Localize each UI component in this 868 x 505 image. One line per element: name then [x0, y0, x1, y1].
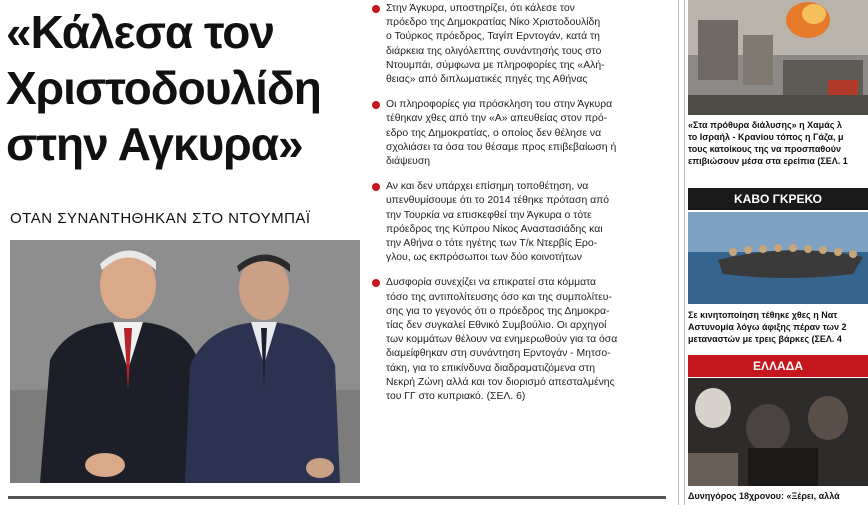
text-line: διάψευση	[386, 156, 431, 168]
caption-line: τους κατοίκους της να προσπαθούν	[688, 144, 841, 154]
sidebar-photo-greece	[688, 378, 868, 486]
photo-two-men-illustration	[10, 240, 360, 483]
section-header-cavo-greco: ΚΑΒΟ ΓΚΡΕΚΟ	[688, 188, 868, 210]
crowd-scene-illustration	[688, 378, 868, 486]
text-line: υπενθυμίσουμε ότι το 2014 τέθηκε πρόταση από	[386, 195, 610, 207]
headline-line: στην Αγκυρα»	[6, 118, 303, 170]
column-divider	[684, 0, 685, 505]
section-header-greece: ΕΛΛΑΔΑ	[688, 355, 868, 377]
paragraph	[372, 98, 662, 169]
text-line: Ντουμπάι, σύμφωνα με πληροφορίες της «Αλή-	[386, 59, 605, 71]
text-line: τόσο της αντιπολίτευσης όσο και της συμπολίτευ-	[386, 291, 612, 303]
text-line: Στην Άγκυρα, υποστηρίζει, ότι κάλεσε τον	[386, 3, 575, 14]
text-line: πρόεδρο της Δημοκρατίας Νίκο Χριστοδουλίδη	[386, 17, 601, 29]
text-line: Δυσφορία συνεχίζει να επικρατεί στα κόμματα	[386, 277, 597, 289]
text-line: τέθηκαν χθες από την «Α» απευθείας στον πρό-	[386, 113, 608, 125]
sidebar	[688, 0, 868, 505]
text-line: Αν και δεν υπάρχει επίσημη τοποθέτηση, να	[386, 181, 589, 193]
article-body	[372, 2, 662, 415]
caption-line: Δυνηγόρος 18χρονου: «Ξέρει, αλλά	[688, 491, 840, 501]
paragraph	[372, 180, 662, 265]
boat-scene-illustration	[688, 212, 868, 304]
caption-line: Αστυνομία λόγω άφιξης πέραν των 2	[688, 322, 847, 332]
sidebar-caption-2	[688, 309, 868, 345]
red-bullet-icon	[372, 279, 380, 287]
headline-line: Χριστοδουλίδη	[6, 62, 321, 114]
sidebar-caption-3	[688, 490, 868, 502]
text-line: πρόεδρος της Κύπρου Νίκος Αναστασιάδης και	[386, 223, 603, 235]
caption-line: μεταναστών με τρεις βάρκες (ΣΕΛ. 4	[688, 334, 842, 344]
column-divider	[678, 0, 679, 505]
text-line: Νεκρή Ζώνη αλλά και τον διορισμό απεσταλμένης	[386, 376, 615, 388]
text-line: την Αθήνα ο τότε ηγέτης των Τ/κ Ντερβίς Ερο-	[386, 238, 598, 250]
red-bullet-icon	[372, 183, 380, 191]
text-line: γλου, ως εκπρόσωποι των δύο κοινοτήτων	[386, 252, 582, 264]
text-line: του ΓΓ στο κυπριακό. (ΣΕΛ. 6)	[386, 391, 526, 403]
red-bullet-icon	[372, 101, 380, 109]
paragraph	[372, 276, 662, 404]
text-line: εδρο της Δημοκρατίας, ο οποίος δεν θέλησε να	[386, 127, 602, 139]
text-line: τάκη, για το επικίνδυνα διαδραματιζόμενα στη	[386, 362, 595, 374]
caption-line: Σε κινητοποίηση τέθηκε χθες η Νατ	[688, 310, 838, 320]
text-line: τίας δεν συγκαλεί Εθνικό Συμβούλιο. Οι αρχηγοί	[386, 320, 607, 332]
caption-line: «Στα πρόθυρα διάλυσης» η Χαμάς λ	[688, 120, 842, 130]
caption-line: επιβιώσουν μέσα στα ερείπια (ΣΕΛ. 1	[688, 156, 848, 166]
text-line: Οι πληροφορίες για πρόσκληση του στην Άγκυρα	[386, 99, 613, 111]
sidebar-photo-gaza	[688, 0, 868, 115]
kicker: ΟΤΑΝ ΣΥΝΑΝΤΗΘΗΚΑΝ ΣΤΟ ΝΤΟΥΜΠΑΪ	[10, 210, 311, 227]
bottom-rule	[8, 496, 666, 499]
text-line: ο Τούρκος πρόεδρος, Ταγίπ Ερντογάν, κατά τη	[386, 31, 600, 43]
article-photo	[10, 240, 360, 483]
text-line: των κομμάτων θέλουν να ενημερωθούν για τα όσα	[386, 334, 618, 346]
text-line: διαμείφθηκαν στη συνάντηση Ερντογάν - Μητσο-	[386, 348, 611, 360]
text-line: θειας» από διπλωματικές πηγές της Αθήνας	[386, 74, 588, 86]
text-line: σχολιάσει τα όσα του θέσαμε προς επιβεβαίωση ή	[386, 141, 617, 153]
text-line: την Τουρκία να επισκεφθεί την Άγκυρα ο τότε	[386, 209, 592, 221]
text-line: διάρκεια της ολιγόλεπτης συνάντησής τους στο	[386, 45, 602, 57]
red-bullet-icon	[372, 5, 380, 13]
paragraph	[372, 2, 662, 87]
caption-line: το Ισραήλ - Κρανίου τόπος η Γάζα, μ	[688, 132, 844, 142]
sidebar-photo-boat	[688, 212, 868, 304]
text-line: σης για το γεγονός ότι ο πρόεδρος της Δημοκρα-	[386, 305, 610, 317]
gaza-scene-illustration	[688, 0, 868, 115]
headline	[6, 4, 366, 172]
sidebar-caption-1	[688, 119, 868, 167]
headline-line: «Κάλεσα τον	[6, 6, 274, 58]
